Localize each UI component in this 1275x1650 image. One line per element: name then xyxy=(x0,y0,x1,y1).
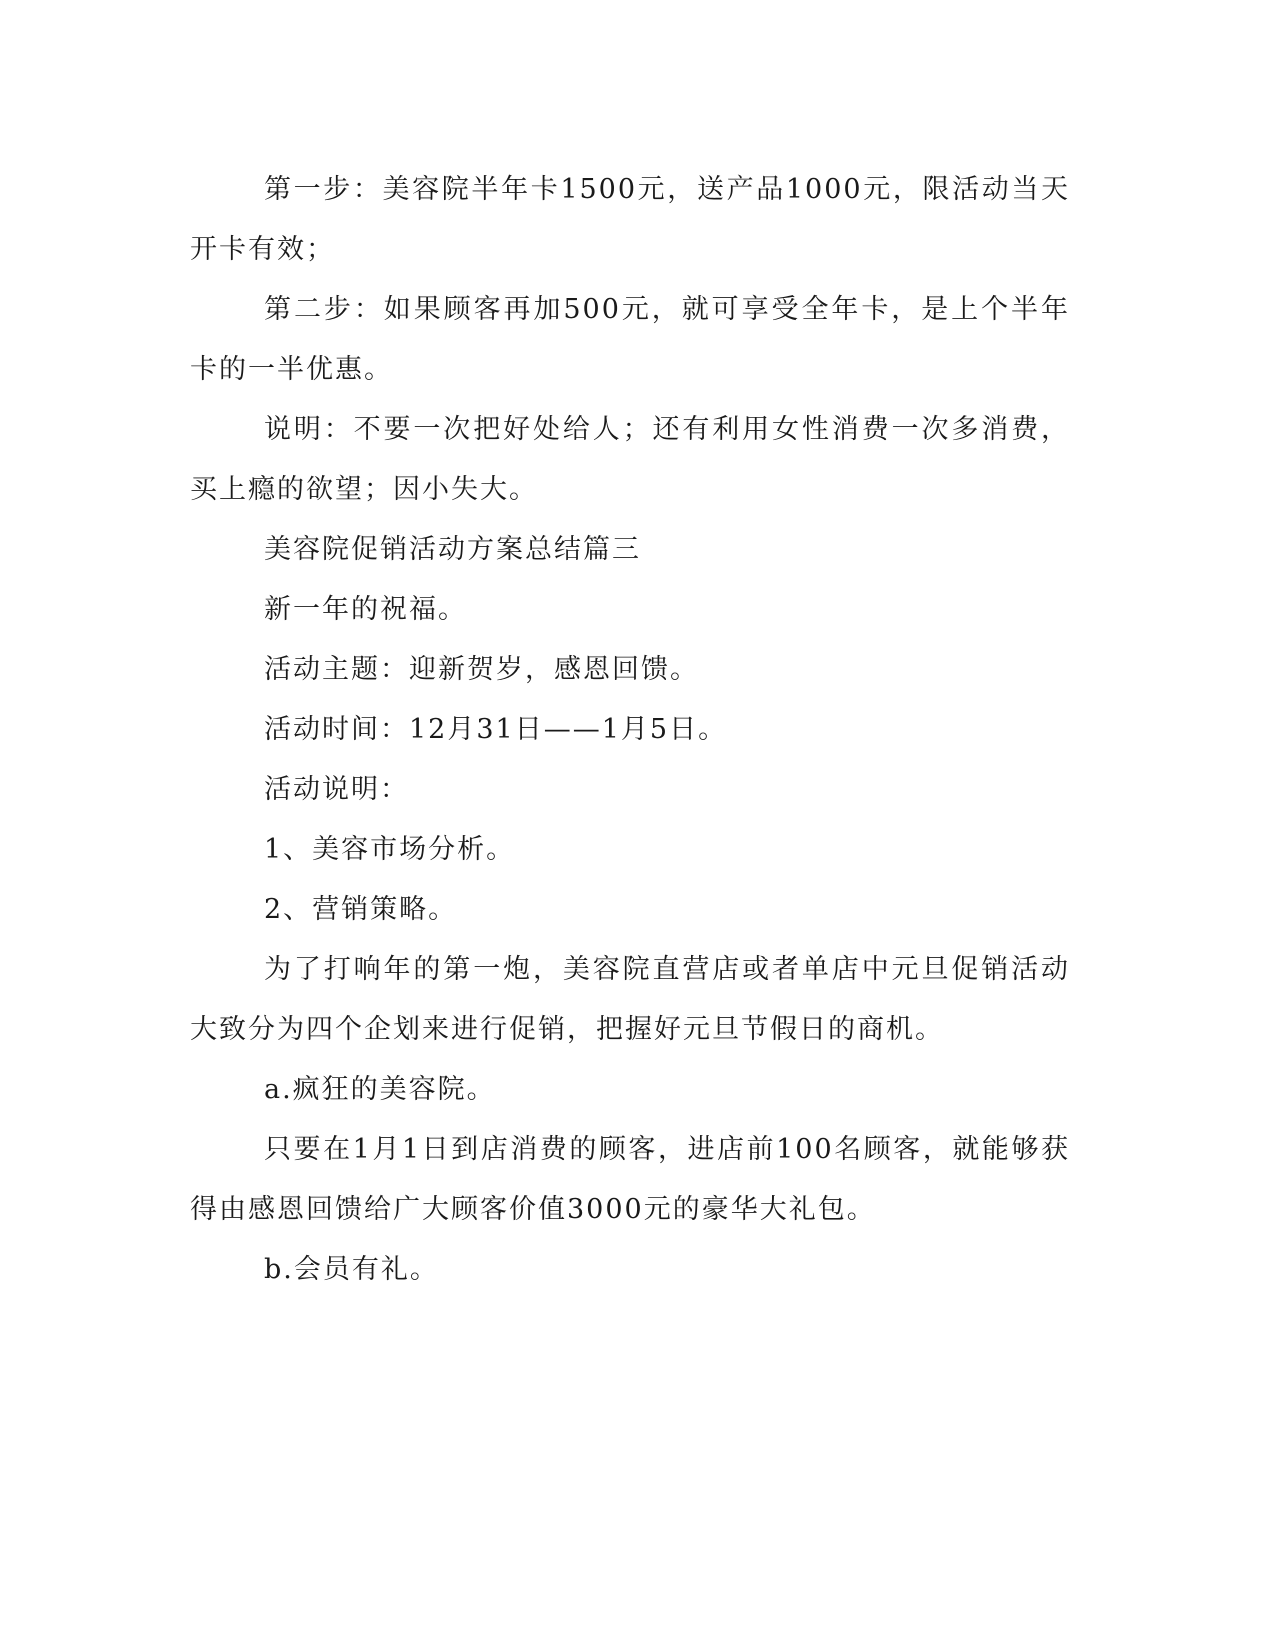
list-item-marketing-strategy: 2、营销策略。 xyxy=(264,894,458,925)
list-item-market-analysis: 1、美容市场分析。 xyxy=(264,834,516,865)
paragraph-gift-package: 只要在1月1日到店消费的顾客，进店前100名顾客，就能够获得由感恩回馈给广大顾客价值3000元的豪华大礼包。 xyxy=(190,1134,1070,1225)
paragraph-new-year-blessing: 新一年的祝福。 xyxy=(264,594,467,625)
paragraph-activity-time: 活动时间：12月31日——1月5日。 xyxy=(264,714,728,745)
paragraph-activity-theme: 活动主题：迎新贺岁，感恩回馈。 xyxy=(264,654,699,685)
paragraph-step-two: 第二步：如果顾客再加500元，就可享受全年卡，是上个半年卡的一半优惠。 xyxy=(190,294,1070,385)
section-heading: 美容院促销活动方案总结篇三 xyxy=(264,534,641,565)
document-body xyxy=(190,160,1070,1300)
paragraph-activity-notes: 活动说明： xyxy=(264,774,409,805)
list-item-member-gifts: b.会员有礼。 xyxy=(264,1254,439,1285)
paragraph-explanation: 说明：不要一次把好处给人；还有利用女性消费一次多消费，买上瘾的欲望；因小失大。 xyxy=(190,414,1070,505)
paragraph-step-one: 第一步：美容院半年卡1500元，送产品1000元，限活动当天开卡有效； xyxy=(190,174,1070,265)
list-item-crazy-salon: a.疯狂的美容院。 xyxy=(264,1074,496,1105)
paragraph-promotion-overview: 为了打响年的第一炮，美容院直营店或者单店中元旦促销活动大致分为四个企划来进行促销，把握好元旦节假日的商机。 xyxy=(190,954,1070,1045)
